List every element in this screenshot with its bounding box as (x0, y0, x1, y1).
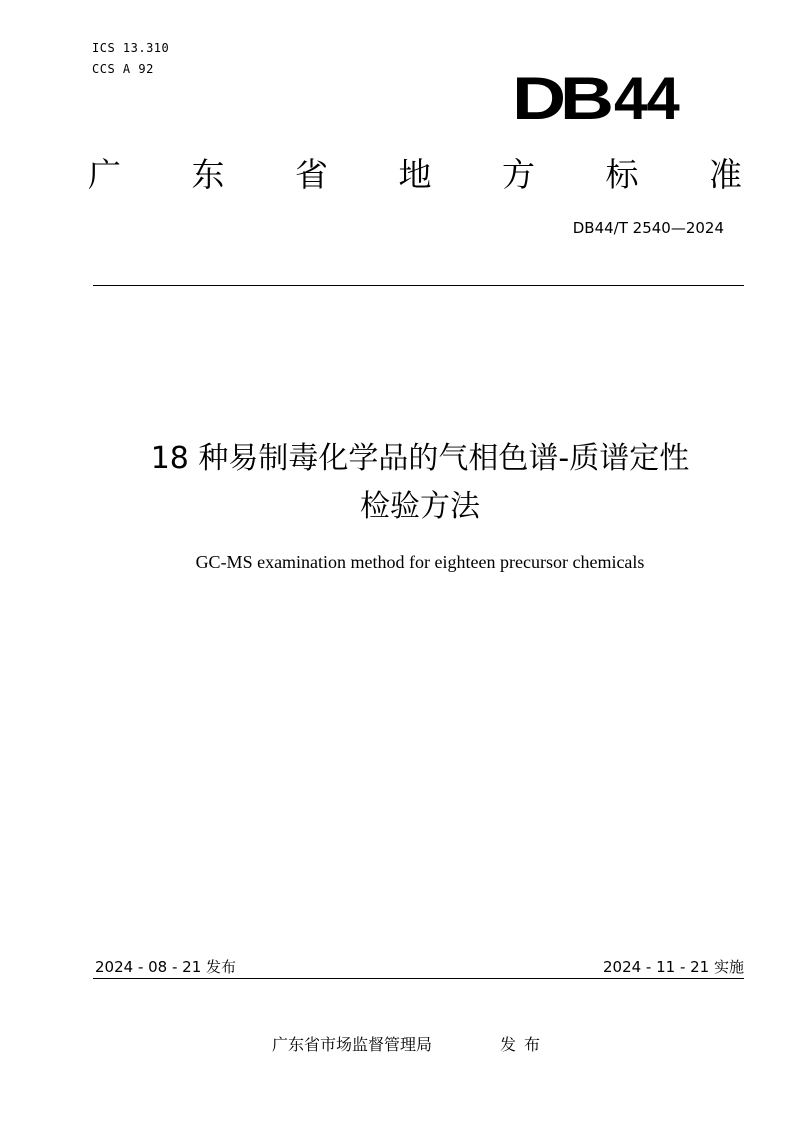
category-char: 标 (605, 155, 639, 194)
category-char: 东 (191, 155, 225, 194)
db44-logo (512, 65, 694, 132)
db-logo-number: 44 (614, 65, 679, 132)
category-char: 方 (502, 155, 535, 194)
issue-date: 2024 - 08 - 21 发布 (95, 958, 237, 976)
category-char: 广 (88, 155, 121, 194)
top-divider (93, 285, 744, 286)
classification-codes (92, 38, 169, 80)
db-logo-letters: DB (512, 65, 608, 132)
standard-category-heading (88, 150, 742, 200)
ccs-code: CCS A 92 (92, 62, 154, 76)
document-title-zh (80, 435, 760, 531)
title-zh-line2: 检验方法 (360, 489, 480, 524)
standard-number: DB44/T 2540—2024 (572, 219, 724, 237)
category-char: 准 (709, 155, 742, 194)
title-zh-line1: 18 种易制毒化学品的气相色谱-质谱定性 (150, 441, 690, 476)
publisher-name: 广东省市场监督管理局 (272, 1035, 433, 1054)
bottom-divider (93, 978, 744, 979)
category-char: 地 (398, 155, 432, 194)
document-title-en: GC-MS examination method for eighteen precursor chemicals (195, 552, 645, 572)
publish-action: 发布 (500, 1035, 549, 1054)
implementation-date: 2024 - 11 - 21 实施 (602, 958, 744, 976)
category-char: 省 (295, 155, 328, 194)
ics-code: ICS 13.310 (92, 41, 170, 55)
